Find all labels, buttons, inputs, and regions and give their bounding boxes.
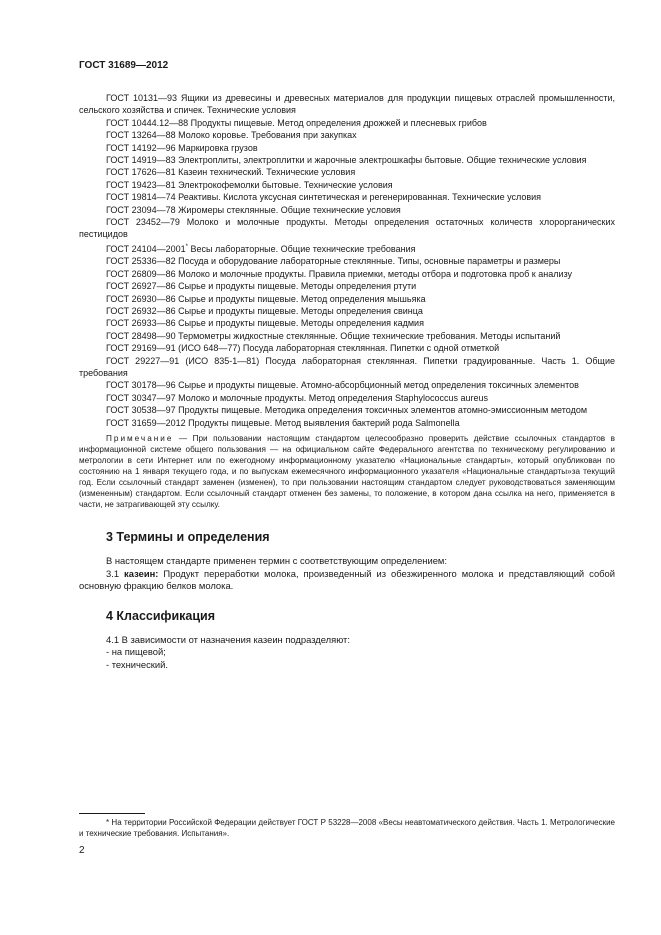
reference-item-24104 bbox=[79, 241, 615, 255]
reference-item: ГОСТ 26933—86 Сырье и продукты пищевые. Методы определения кадмия bbox=[106, 318, 424, 329]
normative-references-list bbox=[79, 92, 615, 429]
reference-item: ГОСТ 26930—86 Сырье и продукты пищевые. Метод определения мышьяка bbox=[106, 293, 426, 304]
section-3-intro: В настоящем стандарте применен термин с соответствующим определением: bbox=[106, 554, 447, 566]
reference-item: ГОСТ 30347—97 Молоко и молочные продукты. Метод определения Staphylococcus aureus bbox=[106, 392, 489, 403]
reference-item: ГОСТ 19814—74 Реактивы. Кислота уксусная синтетическая и регенерированная. Технические условия bbox=[106, 192, 542, 203]
reference-item: ГОСТ 17626—81 Казеин технический. Технические условия bbox=[106, 167, 356, 178]
section-4-intro: 4.1 В зависимости от назначения казеин подразделяют: bbox=[106, 633, 350, 645]
section-3-heading: 3 Термины и определения bbox=[106, 529, 270, 544]
reference-item: ГОСТ 14192—96 Маркировка грузов bbox=[106, 142, 258, 153]
note-text: — При пользовании настоящим стандартом целесообразно проверить действие ссылочных стандартов в информационной системе общего пользования — на официальном сайте Федерального агентства по техническому регулированию и метрологии в сети Интернет или по ежегодному информационному указателю «Национальные стандарты», который опубликован по состоянию на 1 января текущего года, и по выпускам ежемесячного информационного указателя «Национальные стандарты»за текущий год. Если ссылочный стандарт заменен (изменен), то при пользовании настоящим стандартом следует руководствоваться заменяющим (измененным) стандартом. Если ссылочный стандарт отменен без замены, то положение, в котором дана ссылка на него, применяется в части, не затрагивающей эту ссылку. bbox=[79, 433, 615, 509]
reference-title: Весы лабораторные. Общие технические требования bbox=[187, 243, 416, 254]
reference-item: ГОСТ 26927—86 Сырье и продукты пищевые. Методы определения ртути bbox=[106, 281, 417, 292]
term-name: казеин: bbox=[124, 567, 159, 579]
list-item: - на пищевой; bbox=[106, 646, 166, 658]
reference-item: ГОСТ 31659—2012 Продукты пищевые. Метод выявления бактерий рода Salmonella bbox=[106, 417, 460, 428]
footnote-text: На территории Российской Федерации действует ГОСТ Р 53228—2008 «Весы неавтоматического действия. Часть 1. Метрологические и технические требования. Испытания». bbox=[79, 818, 615, 838]
reference-item: ГОСТ 30538—97 Продукты пищевые. Методика определения токсичных элементов атомно-эмиссионным методом bbox=[106, 405, 588, 416]
footnote-marker: * bbox=[185, 243, 188, 250]
term-definition bbox=[79, 568, 615, 593]
reference-item: ГОСТ 23094—78 Жиромеры стеклянные. Общие технические условия bbox=[106, 204, 401, 215]
reference-item: ГОСТ 29227—91 (ИСО 835-1—81) Посуда лабораторная стеклянная. Пипетки градуированные. Часть 1. Общие требования bbox=[79, 355, 615, 378]
reference-item: ГОСТ 19423—81 Электрокофемолки бытовые. Технические условия bbox=[106, 179, 393, 190]
reference-item: ГОСТ 23452—79 Молоко и молочные продукты. Методы определения остаточных количеств хлорорганических пестицидов bbox=[79, 217, 615, 240]
note-paragraph bbox=[79, 433, 615, 510]
reference-item: ГОСТ 13264—88 Молоко коровье. Требования при закупках bbox=[106, 130, 357, 141]
footnote-marker: * bbox=[106, 818, 110, 827]
reference-item: ГОСТ 10444.12—88 Продукты пищевые. Метод определения дрожжей и плесневых грибов bbox=[106, 117, 487, 128]
note-label: Примечание bbox=[106, 433, 174, 443]
page-header-title: ГОСТ 31689—2012 bbox=[79, 60, 169, 71]
list-item: - технический. bbox=[106, 658, 168, 670]
section-4-heading: 4 Классификация bbox=[106, 608, 216, 623]
page-number: 2 bbox=[79, 845, 85, 856]
term-number: 3.1 bbox=[106, 567, 125, 579]
reference-item: ГОСТ 25336—82 Посуда и оборудование лабораторные стеклянные. Типы, основные параметры и размеры bbox=[106, 256, 561, 267]
footnote bbox=[79, 818, 615, 839]
reference-item: ГОСТ 28498—90 Термометры жидкостные стеклянные. Общие технические требования. Методы испытаний bbox=[106, 330, 561, 341]
reference-item: ГОСТ 10131—93 Ящики из древесины и древесных материалов для продукции пищевых отраслей промышленности, сельского хозяйства и спичек. Технические условия bbox=[79, 93, 615, 116]
reference-item: ГОСТ 26809—86 Молоко и молочные продукты. Правила приемки, методы отбора и подготовка проб к анализу bbox=[106, 268, 573, 279]
page-content bbox=[79, 92, 615, 672]
footnote-divider bbox=[79, 813, 145, 814]
term-definition-text: Продукт переработки молока, произведенный из обезжиренного молока и представляющий собой основную фракцию белков молока. bbox=[79, 567, 616, 592]
reference-item: ГОСТ 30178—96 Сырье и продукты пищевые. Атомно-абсорбционный метод определения токсичных элементов bbox=[106, 380, 579, 391]
reference-item: ГОСТ 29169—91 (ИСО 648—77) Посуда лабораторная стеклянная. Пипетки с одной отметкой bbox=[106, 343, 500, 354]
reference-item: ГОСТ 26932—86 Сырье и продукты пищевые. Методы определения свинца bbox=[106, 305, 423, 316]
reference-code: ГОСТ 24104—2001 bbox=[106, 243, 186, 254]
reference-item: ГОСТ 14919—83 Электроплиты, электроплитки и жарочные электрошкафы бытовые. Общие технические условия bbox=[106, 155, 587, 166]
